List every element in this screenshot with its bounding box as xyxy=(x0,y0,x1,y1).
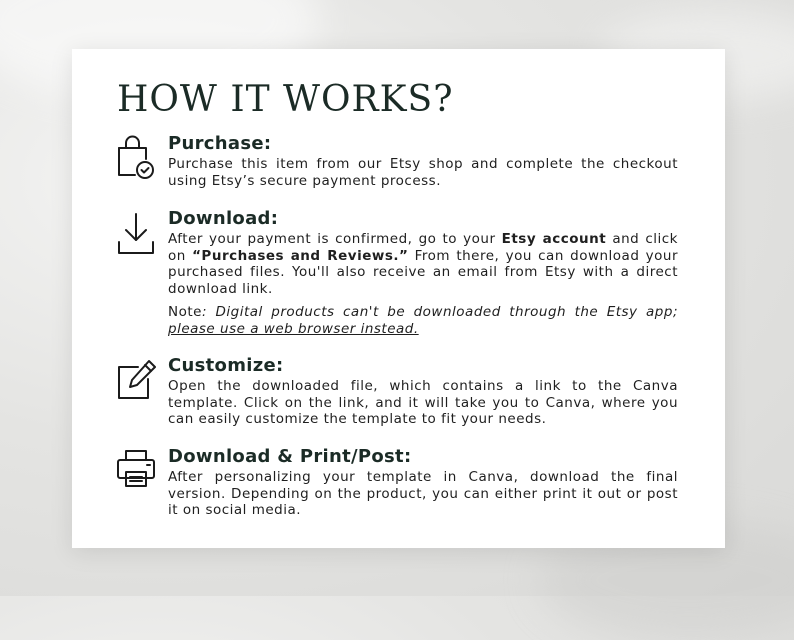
step-description: Open the downloaded file, which contains a link to the Canva template. Click on the link, and it will take you to Canva, where you can easily customize the template to fit your needs. xyxy=(168,378,678,427)
step-title: Download & Print/Post: xyxy=(168,446,412,467)
shopping-bag-check-icon xyxy=(116,135,156,179)
step-note: Note: Digital products can't be downloaded through the Etsy app; please use a web browser instead. xyxy=(168,304,678,337)
info-card xyxy=(72,49,725,548)
edit-pencil-square-icon xyxy=(116,357,156,401)
page-title: HOW IT WORKS? xyxy=(117,79,454,120)
download-tray-icon xyxy=(116,210,156,254)
step-title: Customize: xyxy=(168,355,284,376)
step-description: After your payment is confirmed, go to your Etsy account and click on “Purchases and Reviews.” From there, you can download your purchased files. You'll also receive an email from Etsy with a direct download link. xyxy=(168,231,678,297)
step-description: Purchase this item from our Etsy shop and complete the checkout using Etsy’s secure payment process. xyxy=(168,156,678,189)
printer-icon xyxy=(116,448,156,492)
step-title: Purchase: xyxy=(168,133,272,154)
step-title: Download: xyxy=(168,208,279,229)
step-description: After personalizing your template in Canva, download the final version. Depending on the product, you can either print it out or post it on social media. xyxy=(168,469,678,518)
